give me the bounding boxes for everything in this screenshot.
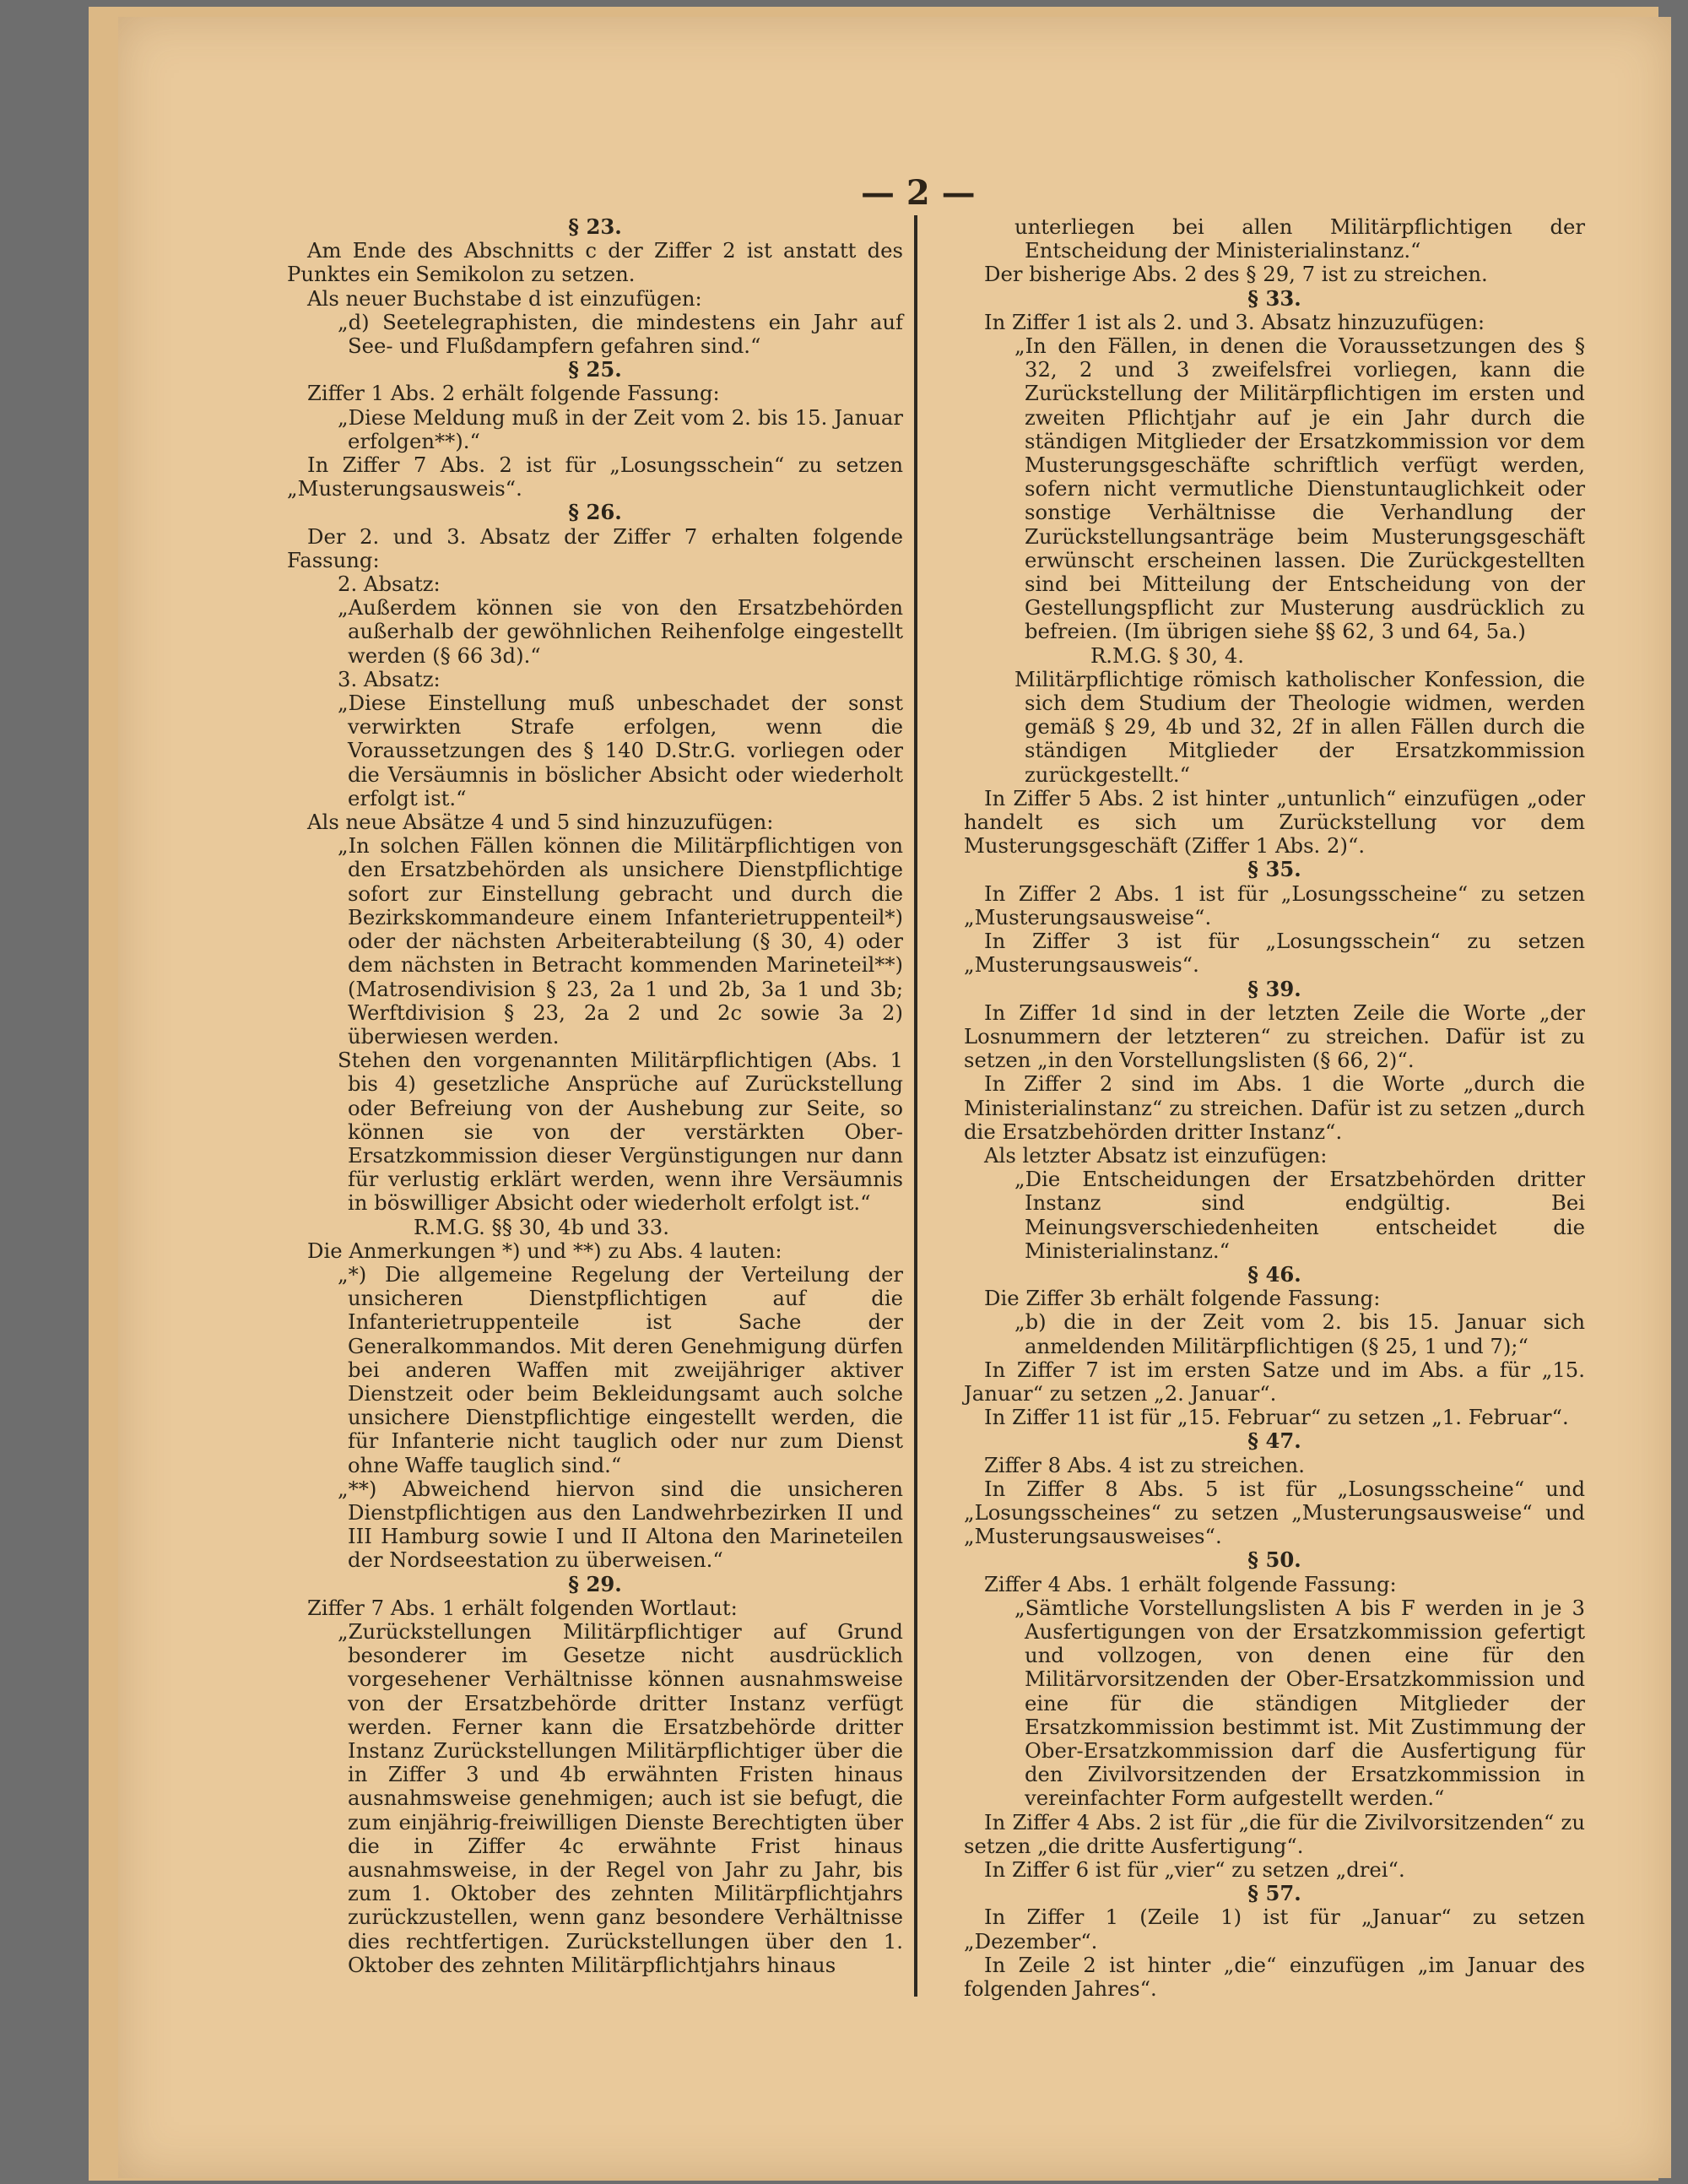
paragraph: Am Ende des Abschnitts c der Ziffer 2 ist anstatt des Punktes ein Semikolon zu setzen. bbox=[287, 238, 903, 287]
section-heading: § 33. bbox=[1247, 285, 1301, 311]
section-heading: § 23. bbox=[568, 214, 622, 239]
section-heading: § 47. bbox=[1247, 1428, 1301, 1454]
paragraph: Der 2. und 3. Absatz der Ziffer 7 erhalten folgende Fassung: bbox=[287, 523, 903, 572]
section-heading: § 29. bbox=[568, 1571, 622, 1596]
paragraph: In Ziffer 2 sind im Abs. 1 die Worte „durch die Ministerialinstanz“ zu streichen. Dafür ist zu setzen „durch die Ersatzbehörden dritter Instanz“. bbox=[964, 1071, 1585, 1144]
paragraph: Die Ziffer 3b erhält folgende Fassung: bbox=[984, 1286, 1381, 1311]
paragraph: In Ziffer 7 Abs. 2 ist für „Losungsschein“ zu setzen „Musterungsausweis“. bbox=[287, 453, 903, 501]
paragraph: Ziffer 8 Abs. 4 ist zu streichen. bbox=[984, 1452, 1305, 1477]
paragraph: In Ziffer 6 ist für „vier“ zu setzen „drei“. bbox=[984, 1857, 1405, 1883]
paragraph: In Ziffer 2 Abs. 1 ist für „Losungsscheine“ zu setzen „Musterungsausweise“. bbox=[964, 881, 1585, 929]
quoted-text: „In den Fällen, in denen die Voraussetzungen des § 32, 2 und 3 zweifelsfrei vorliegen, kann die Zurückstellung der Militärpflichtigen im ersten und zweiten Pflichtjahr auf je ein Jahr durch die ständigen Mitglieder der Ersatzkommission vor dem Musterungsgeschäfte schriftlich verfügt werden, sofern nicht vermutliche Dienstuntauglichkeit oder sonstige Verhältnisse die Verhandlung der Zurückstellungsanträge beim Musterungsgeschäft erwünscht erscheinen lassen. Die Zurückgestellten sind bei Mitteilung der Entscheidung von der Gestellungspflicht zur Musterung ausdrücklich zu befreien. (Im übrigen siehe §§ 62, 3 und 64, 5a.) bbox=[1014, 333, 1585, 644]
paragraph: Als neuer Buchstabe d ist einzufügen: bbox=[307, 285, 702, 311]
quoted-text: unterliegen bei allen Militärpflichtigen der Entscheidung der Ministerialinstanz.“ bbox=[1014, 214, 1585, 263]
section-heading: § 26. bbox=[568, 500, 622, 525]
paragraph: In Ziffer 1 ist als 2. und 3. Absatz hinzuzufügen: bbox=[984, 309, 1485, 334]
legal-reference: R.M.G. §§ 30, 4b und 33. bbox=[414, 1214, 669, 1239]
legal-reference: R.M.G. § 30, 4. bbox=[1090, 642, 1245, 668]
paragraph: Als letzter Absatz ist einzufügen: bbox=[984, 1142, 1328, 1168]
section-heading: § 39. bbox=[1247, 976, 1301, 1001]
paragraph: In Ziffer 3 ist für „Losungsschein“ zu setzen „Musterungsausweis“. bbox=[964, 929, 1585, 978]
quoted-text: „d) Seetelegraphisten, die mindestens ein Jahr auf See- und Flußdampfern gefahren sind.“ bbox=[338, 309, 903, 359]
paragraph: In Ziffer 11 ist für „15. Februar“ zu setzen „1. Februar“. bbox=[984, 1405, 1569, 1430]
quoted-text: „Diese Meldung muß in der Zeit vom 2. bis 15. Januar erfolgen**).“ bbox=[338, 404, 903, 453]
paragraph: In Ziffer 7 ist im ersten Satze und im Abs. a für „15. Januar“ zu setzen „2. Januar“. bbox=[964, 1357, 1585, 1406]
quoted-text: „In solchen Fällen können die Militärpflichtigen von den Ersatzbehörden als unsichere Dienstpflichtige sofort zur Einstellung gebracht und durch die Bezirkskommandeure einem Infanterietruppenteil*) oder der nächsten Arbeiterabteilung (§ 30, 4) oder dem nächsten in Betracht kommenden Marineteil**) (Matrosendivision § 23, 2a 1 und 2b, 3a 1 und 3b; Werftdivision § 23, 2a 2 und 2c sowie 3a 2) überwiesen werden. bbox=[338, 833, 903, 1049]
paragraph: Die Anmerkungen *) und **) zu Abs. 4 lauten: bbox=[307, 1238, 782, 1263]
quoted-text: Stehen den vorgenannten Militärpflichtigen (Abs. 1 bis 4) gesetzliche Ansprüche auf Zurückstellung oder Befreiung von der Aushebung zur Seite, so können sie von der verstärkten Ober-Ersatzkommission dieser Vergünstigungen nur dann für verlustig erklärt werden, wenn ihre Versäumnis in böswilliger Absicht oder wiederholt erfolgt ist.“ bbox=[338, 1048, 903, 1216]
section-heading: § 35. bbox=[1247, 857, 1301, 882]
paragraph: Ziffer 4 Abs. 1 erhält folgende Fassung: bbox=[984, 1571, 1397, 1596]
paragraph: Der bisherige Abs. 2 des § 29, 7 ist zu streichen. bbox=[984, 262, 1488, 287]
paragraph: In Ziffer 5 Abs. 2 ist hinter „untunlich“ einzufügen „oder handelt es sich um Zurückstellung vor dem Musterungsgeschäft (Ziffer 1 Abs. 2)“. bbox=[964, 785, 1585, 859]
right-column bbox=[964, 215, 1585, 2001]
quoted-text: „*) Die allgemeine Regelung der Verteilung der unsicheren Dienstpflichtigen auf die Infanterietruppenteile ist Sache der Generalkommandos. Mit deren Genehmigung dürfen bei anderen Waffen mit zweijähriger aktiver Dienstzeit oder beim Bekleidungsamt auch solche unsichere Dienstpflichtige eingestellt werden, die für Infanterie nicht tauglich oder nur zum Dienst ohne Waffe tauglich sind.“ bbox=[338, 1261, 903, 1477]
paragraph: In Ziffer 4 Abs. 2 ist für „die für die Zivilvorsitzenden“ zu setzen „die dritte Ausfertigung“. bbox=[964, 1809, 1585, 1858]
paragraph: Als neue Absätze 4 und 5 sind hinzuzufügen: bbox=[307, 810, 774, 835]
quoted-text: „Sämtliche Vorstellungslisten A bis F werden in je 3 Ausfertigungen von der Ersatzkommission gefertigt und vollzogen, von denen eine für den Militärvorsitzenden der Ober-Ersatzkommission und eine für die ständigen Mitglieder der Ersatzkommission bestimmt ist. Mit Zustimmung der Ober-Ersatzkommission darf die Ausfertigung für den Zivilvorsitzenden der Ersatzkommission in vereinfachter Form aufgestellt werden.“ bbox=[1014, 1595, 1585, 1811]
left-column bbox=[287, 215, 903, 1977]
quoted-text: „Diese Einstellung muß unbeschadet der sonst verwirkten Strafe erfolgen, wenn die Voraussetzungen des § 140 D.Str.G. vorliegen oder die Versäumnis in böslicher Absicht oder wiederholt erfolgt ist.“ bbox=[338, 691, 903, 810]
quoted-text: 3. Absatz: bbox=[338, 666, 441, 691]
paragraph: In Zeile 2 ist hinter „die“ einzufügen „im Januar des folgenden Jahres“. bbox=[964, 1952, 1585, 2002]
quoted-text: 2. Absatz: bbox=[338, 572, 441, 597]
section-heading: § 25. bbox=[568, 357, 622, 382]
quoted-text: „Die Entscheidungen der Ersatzbehörden dritter Instanz sind endgültig. Bei Meinungsverschiedenheiten entscheidet die Ministerialinstanz.“ bbox=[1014, 1167, 1585, 1263]
quoted-text: „b) die in der Zeit vom 2. bis 15. Januar sich anmeldenden Militärpflichtigen (§ 25, 1 und 7);“ bbox=[1014, 1309, 1585, 1358]
quoted-text: „Zurückstellungen Militärpflichtiger auf Grund besonderer im Gesetze nicht ausdrücklich vorgesehener Verhältnisse können ausnahmsweise von der Ersatzbehörde dritter Instanz verfügt werden. Ferner kann die Ersatzbehörde dritter Instanz Zurückstellungen Militärpflichtiger über die in Ziffer 3 und 4b erwähnten Fristen hinaus ausnahmsweise genehmigen; auch ist sie befugt, die zum einjährig-freiwilligen Dienste Berechtigten über die in Ziffer 4c erwähnte Frist hinaus ausnahmsweise, in der Regel von Jahr zu Jahr, bis zum 1. Oktober des zehnten Militärpflichtjahrs zurückzustellen, wenn ganz besondere Verhältnisse dies rechtfertigen. Zurückstellungen über den 1. Oktober des zehnten Militärpflichtjahrs hinaus bbox=[338, 1618, 903, 1977]
section-heading: § 46. bbox=[1247, 1261, 1301, 1287]
quoted-text: Militärpflichtige römisch katholischer Konfession, die sich dem Studium der Theologie widmen, werden gemäß § 29, 4b und 32, 2f in allen Fällen durch die ständigen Mitglieder der Ersatzkommission zurückgestellt.“ bbox=[1014, 666, 1585, 787]
page-number: — 2 — bbox=[861, 173, 976, 213]
column-divider bbox=[914, 215, 917, 1997]
paragraph: Ziffer 1 Abs. 2 erhält folgende Fassung: bbox=[307, 381, 720, 406]
paragraph: In Ziffer 8 Abs. 5 ist für „Losungsscheine“ und „Losungsscheines“ zu setzen „Musterungsausweise“ und „Musterungsausweises“. bbox=[964, 1476, 1585, 1549]
paragraph: In Ziffer 1d sind in der letzten Zeile die Worte „der Losnummern der letzteren“ zu streichen. Dafür ist zu setzen „in den Vorstellungslisten (§ 66, 2)“. bbox=[964, 1000, 1585, 1073]
paragraph: In Ziffer 1 (Zeile 1) ist für „Januar“ zu setzen „Dezember“. bbox=[964, 1905, 1585, 1954]
quoted-text: „Außerdem können sie von den Ersatzbehörden außerhalb der gewöhnlichen Reihenfolge eingestellt werden (§ 66 3d).“ bbox=[338, 595, 903, 668]
section-heading: § 50. bbox=[1247, 1547, 1301, 1573]
quoted-text: „**) Abweichend hiervon sind die unsicheren Dienstpflichtigen aus den Landwehrbezirken II und III Hamburg sowie I und II Altona den Marineteilen der Nordseestation zu überweisen.“ bbox=[338, 1476, 903, 1573]
paragraph: Ziffer 7 Abs. 1 erhält folgenden Wortlaut: bbox=[307, 1595, 738, 1620]
section-heading: § 57. bbox=[1247, 1881, 1301, 1906]
